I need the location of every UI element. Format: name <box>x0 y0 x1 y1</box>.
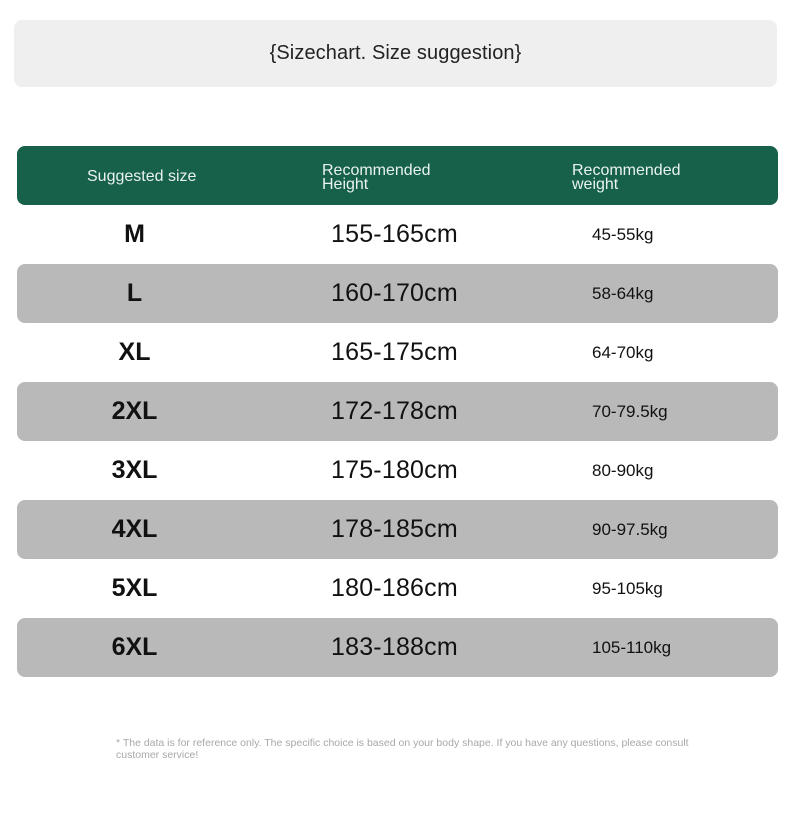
height-cell: 180-186cm <box>331 574 458 602</box>
height-cell: 160-170cm <box>331 279 458 307</box>
size-cell: XL <box>118 338 151 366</box>
header-weight-line2: weight <box>572 176 619 193</box>
header-weight-line1: Recommended <box>572 162 681 179</box>
weight-cell: 95-105kg <box>592 578 663 598</box>
size-chart-title-bar <box>14 20 777 87</box>
height-cell: 165-175cm <box>331 338 458 366</box>
table-row <box>17 323 778 382</box>
page-title: {Sizechart. Size suggestion} <box>269 42 522 64</box>
table-row <box>17 205 778 264</box>
height-cell: 183-188cm <box>331 633 458 661</box>
weight-cell: 105-110kg <box>592 637 672 657</box>
header-height-line1: Recommended <box>322 162 431 179</box>
height-cell: 172-178cm <box>331 397 458 425</box>
size-cell: 4XL <box>111 515 158 543</box>
table-row <box>17 559 778 618</box>
height-cell: 178-185cm <box>331 515 458 543</box>
header-height-line2: Height <box>322 176 369 193</box>
weight-cell: 58-64kg <box>592 283 654 303</box>
height-cell: 155-165cm <box>331 220 458 248</box>
size-table <box>17 146 778 677</box>
header-recommended-height <box>322 164 431 192</box>
weight-cell: 45-55kg <box>592 224 654 244</box>
size-cell: 6XL <box>111 633 158 661</box>
table-header <box>17 146 778 205</box>
height-cell: 175-180cm <box>331 456 458 484</box>
weight-cell: 90-97.5kg <box>592 519 668 539</box>
table-row <box>17 500 778 559</box>
size-cell: L <box>126 279 143 307</box>
size-cell: 2XL <box>111 397 158 425</box>
table-row <box>17 618 778 677</box>
size-cell: 5XL <box>111 574 158 602</box>
header-suggested-size: Suggested size <box>87 168 197 185</box>
table-row <box>17 264 778 323</box>
disclaimer-footnote: * The data is for reference only. The specific choice is based on your body shape. If you have any questions, please consult customer service! <box>116 737 689 761</box>
weight-cell: 64-70kg <box>592 342 654 362</box>
header-recommended-weight <box>572 164 681 192</box>
table-row <box>17 441 778 500</box>
size-cell: M <box>124 220 145 248</box>
size-cell: 3XL <box>111 456 158 484</box>
weight-cell: 80-90kg <box>592 460 654 480</box>
weight-cell: 70-79.5kg <box>592 401 668 421</box>
table-row <box>17 382 778 441</box>
